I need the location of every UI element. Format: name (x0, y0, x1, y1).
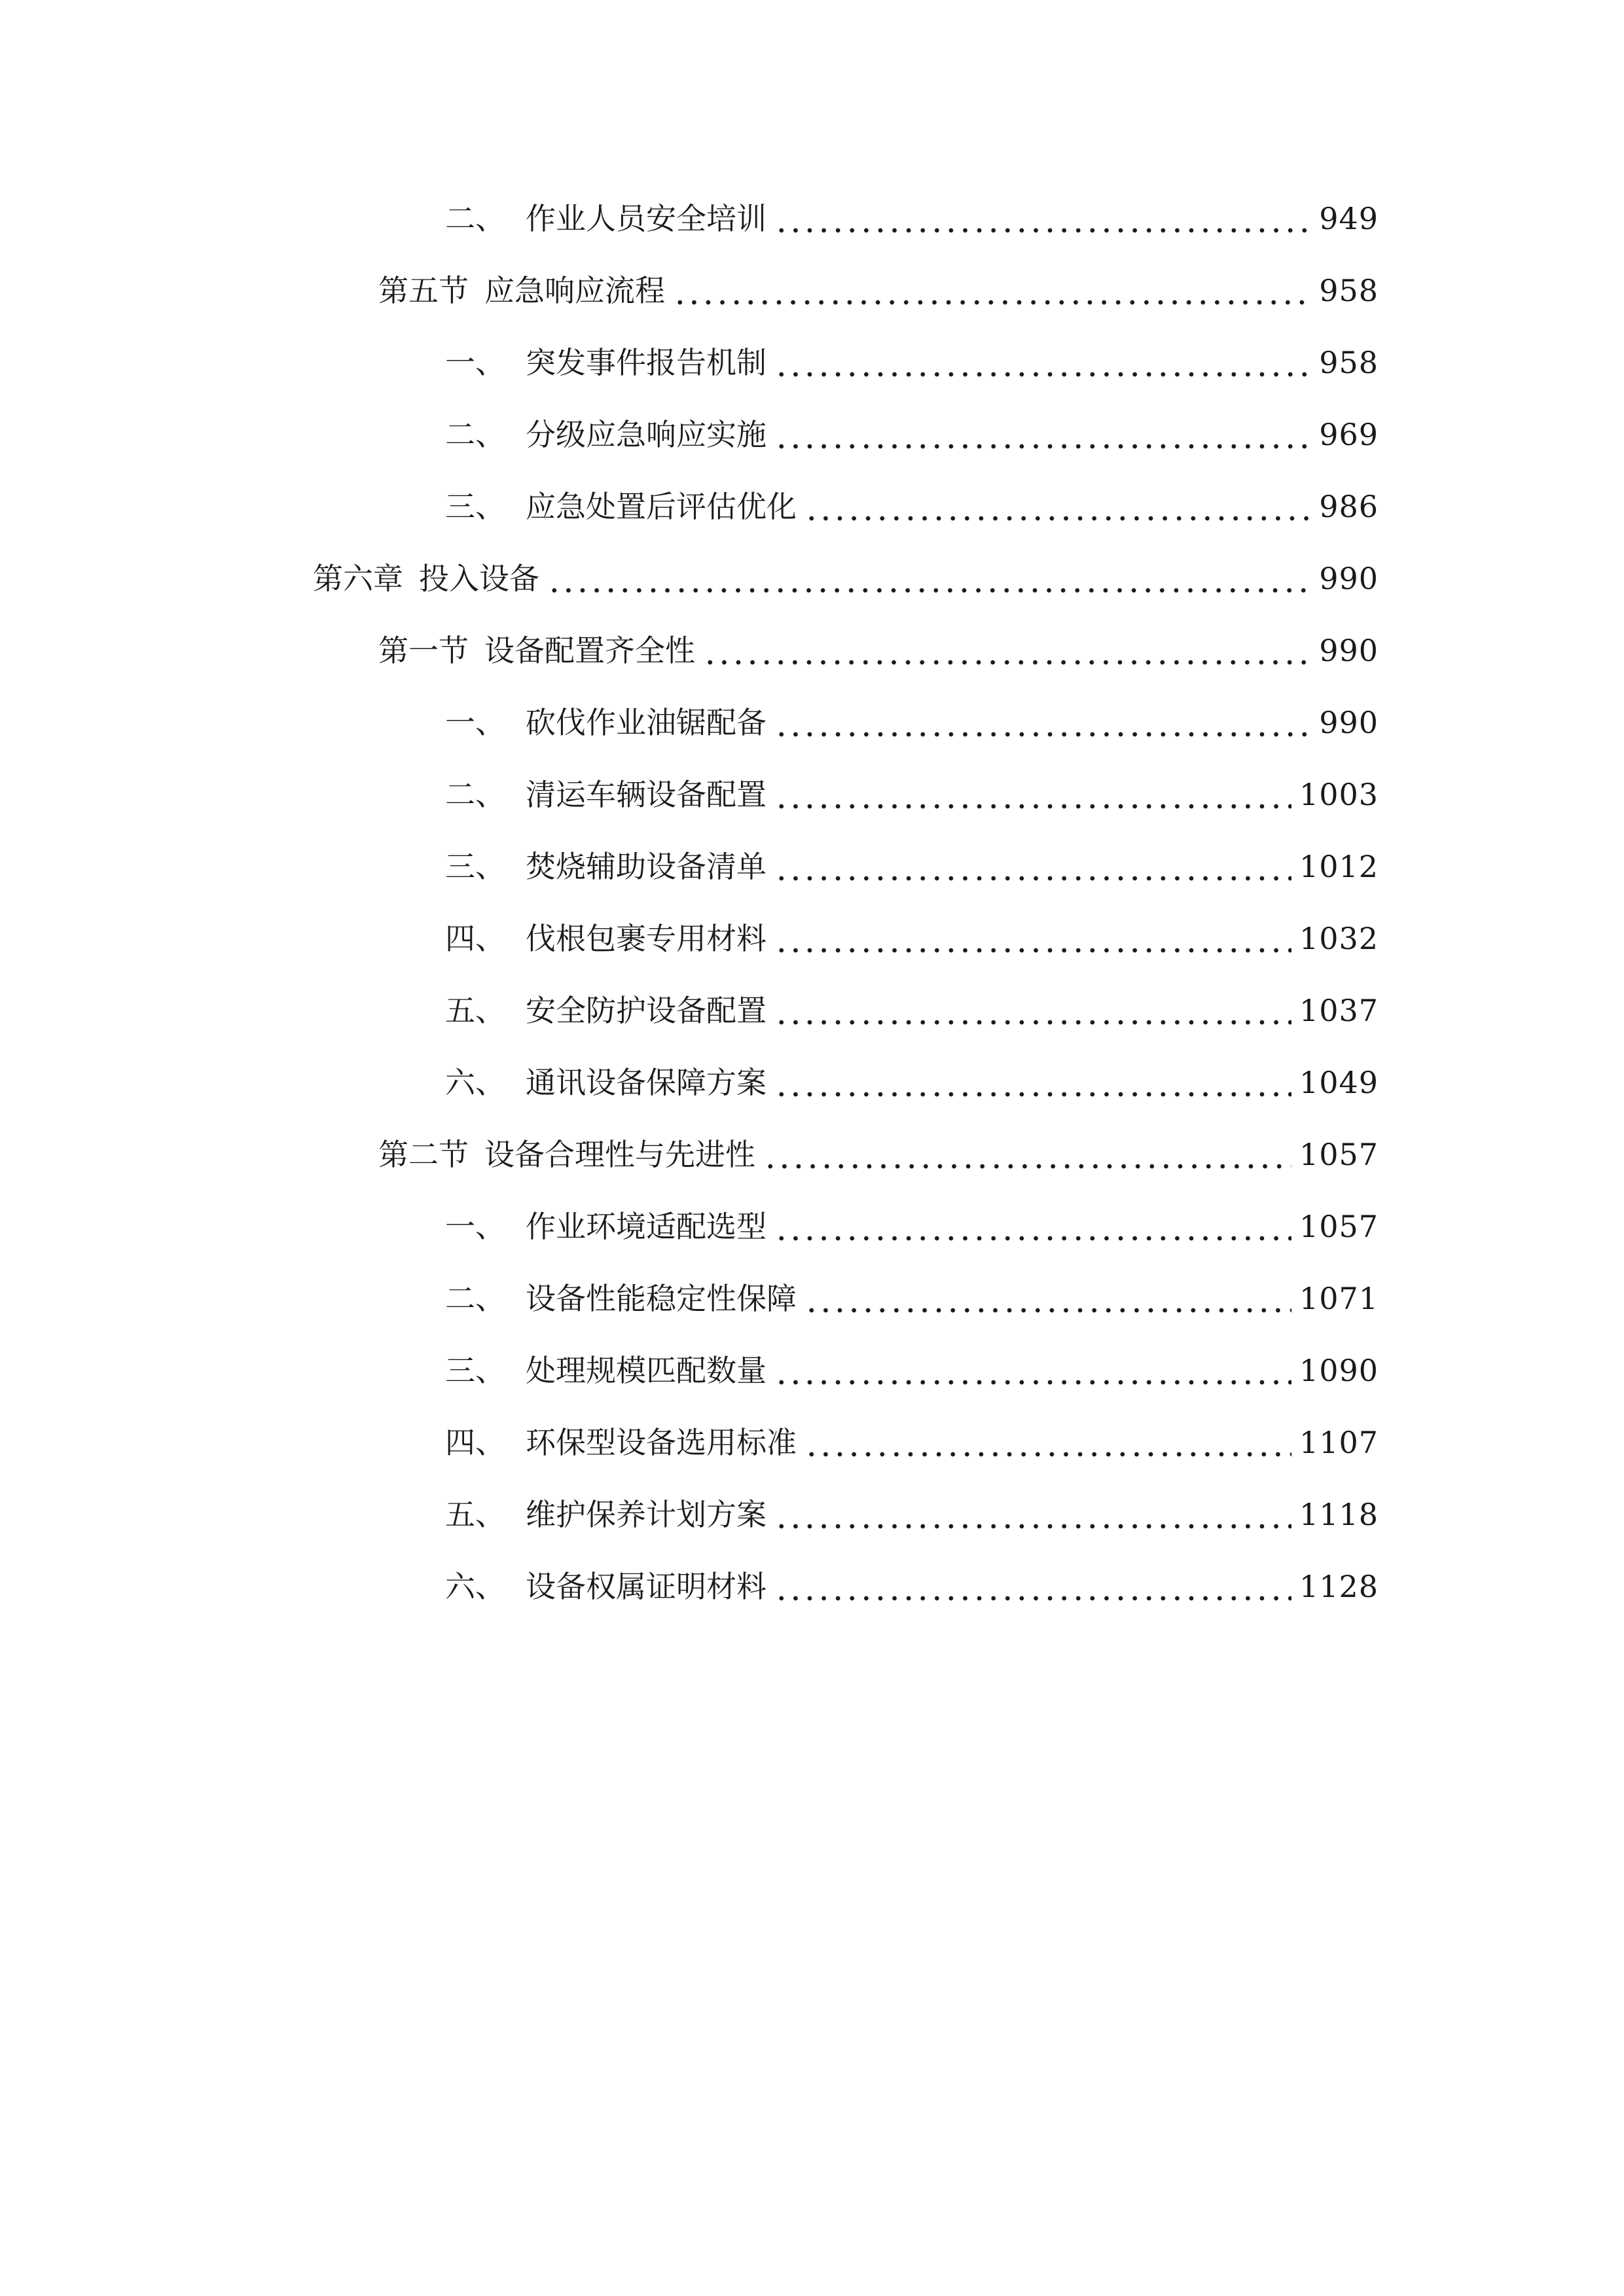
toc-entry[interactable] (445, 1567, 1379, 1606)
toc-entry-title: 作业人员安全培训 (526, 201, 767, 236)
toc-entry-number: 三、 (445, 489, 505, 524)
toc-entry-number: 第六章 (313, 561, 403, 596)
dot-leader (774, 708, 1311, 738)
toc-entry-title: 环保型设备选用标准 (526, 1425, 797, 1460)
toc-entry-number: 二、 (445, 1281, 505, 1316)
dot-leader (774, 420, 1311, 450)
toc-entry[interactable] (445, 919, 1379, 958)
toc-entry-title: 投入设备 (419, 561, 539, 596)
toc-entry[interactable] (445, 343, 1379, 382)
toc-entry-page: 1032 (1299, 921, 1379, 956)
toc-entry-title: 处理规模匹配数量 (526, 1353, 767, 1388)
toc-entry-page: 1071 (1299, 1281, 1379, 1316)
dot-leader (774, 780, 1291, 810)
dot-leader (774, 1355, 1291, 1386)
toc-entry-title: 砍伐作业油锯配备 (526, 705, 767, 740)
toc-entry-number: 一、 (445, 1209, 505, 1244)
toc-entry-title: 分级应急响应实施 (526, 417, 767, 452)
toc-entry[interactable] (313, 559, 1379, 598)
toc-entry-title: 应急响应流程 (484, 273, 665, 308)
toc-entry-page: 1003 (1299, 777, 1379, 812)
toc-entry-title: 作业环境适配选型 (526, 1209, 767, 1244)
toc-entry[interactable] (445, 703, 1379, 742)
toc-entry-page: 1118 (1299, 1497, 1379, 1532)
toc-entry[interactable] (445, 1207, 1379, 1246)
dot-leader (774, 1571, 1291, 1602)
toc-entry-number: 四、 (445, 1425, 505, 1460)
dot-leader (673, 276, 1311, 306)
toc-entry[interactable] (445, 1063, 1379, 1102)
dot-leader (774, 1499, 1291, 1530)
toc-entry[interactable] (445, 199, 1379, 238)
toc-entry-number: 三、 (445, 849, 505, 884)
toc-entry[interactable] (445, 1495, 1379, 1534)
dot-leader (774, 1067, 1291, 1098)
dot-leader (774, 924, 1291, 954)
toc-entry-page: 958 (1319, 345, 1379, 380)
toc-entry-number: 三、 (445, 1353, 505, 1388)
dot-leader (774, 996, 1291, 1026)
toc-entry-page: 990 (1319, 705, 1379, 740)
toc-entry[interactable] (445, 847, 1379, 886)
dot-leader (774, 204, 1311, 234)
toc-entry[interactable] (378, 271, 1379, 310)
toc-entry-title: 安全防护设备配置 (526, 993, 767, 1028)
toc-entry-number: 一、 (445, 705, 505, 740)
toc-entry-number: 二、 (445, 201, 505, 236)
toc-entry-title: 维护保养计划方案 (526, 1497, 767, 1532)
toc-entry-number: 五、 (445, 1497, 505, 1532)
toc-entry[interactable] (445, 775, 1379, 814)
dot-leader (804, 1283, 1291, 1314)
toc-entry-page: 1128 (1299, 1569, 1379, 1604)
toc-entry-title: 突发事件报告机制 (526, 345, 767, 380)
dot-leader (763, 1139, 1291, 1170)
toc-entry[interactable] (378, 1135, 1379, 1174)
toc-entry-page: 986 (1319, 489, 1379, 524)
toc-entry[interactable] (445, 1279, 1379, 1318)
toc-entry-page: 969 (1319, 417, 1379, 452)
toc-entry-page: 990 (1319, 561, 1379, 596)
toc-entry[interactable] (445, 487, 1379, 526)
toc-entry-title: 设备性能稳定性保障 (526, 1281, 797, 1316)
toc-entry-number: 第五节 (378, 273, 469, 308)
toc-entry-number: 五、 (445, 993, 505, 1028)
toc-entry-title: 应急处置后评估优化 (526, 489, 797, 524)
toc-entry-page: 958 (1319, 273, 1379, 308)
dot-leader (547, 564, 1311, 594)
toc-entry-title: 焚烧辅助设备清单 (526, 849, 767, 884)
dot-leader (703, 636, 1311, 666)
toc-entry-title: 设备合理性与先进性 (484, 1137, 755, 1172)
toc-entry[interactable] (445, 1351, 1379, 1390)
dot-leader (774, 852, 1291, 882)
dot-leader (804, 1427, 1291, 1458)
dot-leader (774, 348, 1311, 378)
toc-entry-number: 四、 (445, 921, 505, 956)
toc-entry-number: 六、 (445, 1569, 505, 1604)
toc-entry[interactable] (445, 415, 1379, 454)
toc-entry[interactable] (445, 991, 1379, 1030)
toc-entry-title: 设备权属证明材料 (526, 1569, 767, 1604)
toc-entry-number: 六、 (445, 1065, 505, 1100)
toc-entry-title: 通讯设备保障方案 (526, 1065, 767, 1100)
toc-entry-title: 清运车辆设备配置 (526, 777, 767, 812)
toc-entry-number: 二、 (445, 777, 505, 812)
toc-entry-number: 第一节 (378, 633, 469, 668)
dot-leader (804, 492, 1311, 522)
toc-entry-number: 二、 (445, 417, 505, 452)
toc-entry-title: 伐根包裹专用材料 (526, 921, 767, 956)
toc-entry-page: 1057 (1299, 1209, 1379, 1244)
toc-entry[interactable] (378, 631, 1379, 670)
toc-entry[interactable] (445, 1423, 1379, 1462)
toc-entry-page: 1107 (1299, 1425, 1379, 1460)
toc-entry-title: 设备配置齐全性 (484, 633, 695, 668)
toc-entry-page: 1090 (1299, 1353, 1379, 1388)
toc-entry-page: 990 (1319, 633, 1379, 668)
toc-entry-page: 949 (1319, 201, 1379, 236)
toc-entry-number: 一、 (445, 345, 505, 380)
toc-entry-number: 第二节 (378, 1137, 469, 1172)
toc-entry-page: 1012 (1299, 849, 1379, 884)
dot-leader (774, 1211, 1291, 1242)
toc-entry-page: 1037 (1299, 993, 1379, 1028)
toc-entry-page: 1057 (1299, 1137, 1379, 1172)
toc-entry-page: 1049 (1299, 1065, 1379, 1100)
